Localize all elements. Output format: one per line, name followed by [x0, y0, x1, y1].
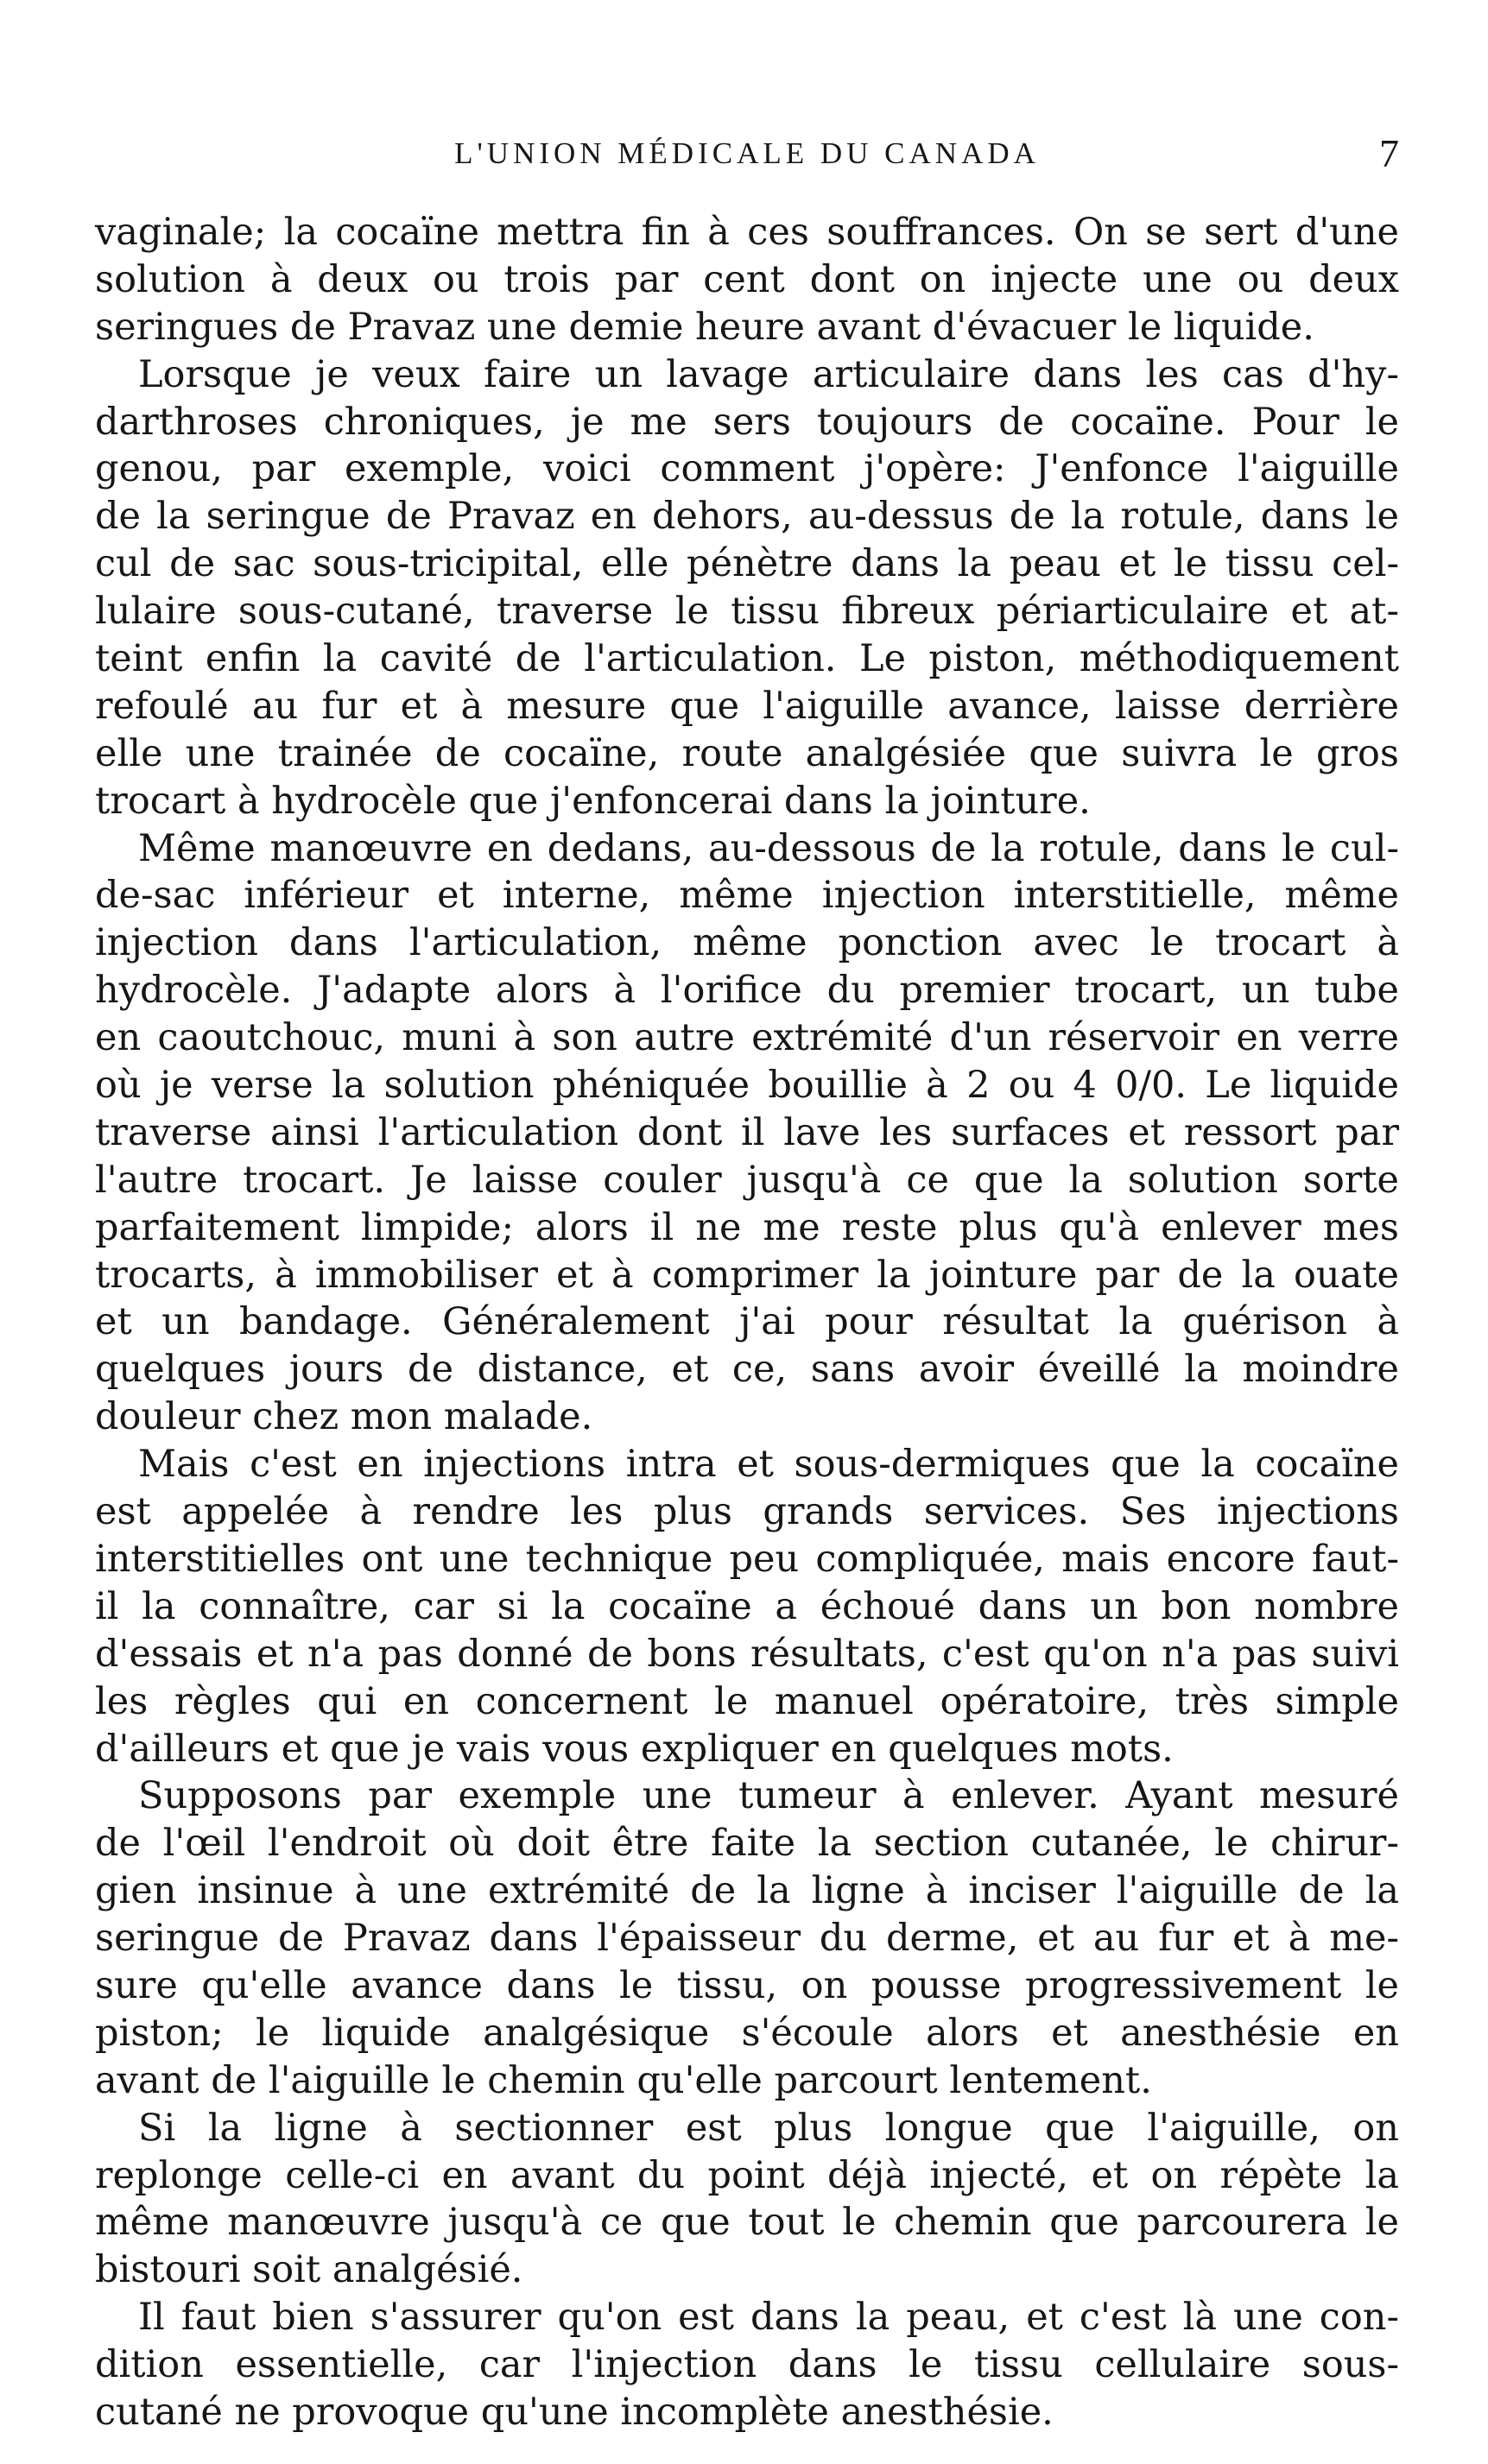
text-line: les règles qui en concernent le manuel opératoire, très simple — [95, 1679, 1399, 1723]
text-line: parfaitement limpide; alors il ne me reste plus qu'à enlever mes — [95, 1205, 1399, 1249]
text-line: et un bandage. Généralement j'ai pour résultat la guérison à — [95, 1300, 1399, 1344]
text-line: darthroses chroniques, je me sers toujours de cocaïne. Pour le — [95, 400, 1399, 444]
text-line: d'essais et n'a pas donné de bons résultats, c'est qu'on n'a pas suivi — [95, 1632, 1399, 1676]
text-line: il la connaître, car si la cocaïne a échoué dans un bon nombre — [95, 1584, 1399, 1628]
text-line: trocarts, à immobiliser et à comprimer la jointure par de la ouate — [95, 1253, 1399, 1297]
text-line: de l'œil l'endroit où doit être faite la section cutanée, le chirur- — [95, 1822, 1399, 1866]
text-line: seringues de Pravaz une demie heure avant d'évacuer le liquide. — [95, 305, 1314, 349]
text-line: hydrocèle. J'adapte alors à l'orifice du premier trocart, un tube — [95, 969, 1399, 1013]
text-line: interstitielles ont une technique peu compliquée, mais encore faut- — [95, 1537, 1399, 1581]
text-line: seringue de Pravaz dans l'épaisseur du derme, et au fur et à me- — [95, 1917, 1399, 1961]
text-line: de la seringue de Pravaz en dehors, au-dessus de la rotule, dans le — [95, 495, 1399, 539]
text-line: en caoutchouc, muni à son autre extrémité d'un réservoir en verre — [95, 1016, 1399, 1060]
text-line: Il faut bien s'assurer qu'on est dans la peau, et c'est là une con- — [138, 2296, 1399, 2340]
text-line: bistouri soit analgésié. — [95, 2248, 523, 2292]
text-line: douleur chez mon malade. — [95, 1395, 593, 1439]
text-line: Lorsque je veux faire un lavage articulaire dans les cas d'hy- — [138, 352, 1399, 396]
text-line: dition essentielle, car l'injection dans le tissu cellulaire sous- — [95, 2343, 1399, 2387]
text-line: d'ailleurs et que je vais vous expliquer en quelques mots. — [95, 1727, 1174, 1771]
text-line: injection dans l'articulation, même ponction avec le trocart à — [95, 921, 1399, 965]
text-line: où je verse la solution phéniquée bouillie à 2 ou 4 0/0. Le liquide — [95, 1064, 1399, 1108]
text-line: trocart à hydrocèle que j'enfoncerai dans la jointure. — [95, 779, 1091, 823]
text-line: cul de sac sous-tricipital, elle pénètre dans la peau et le tissu cel- — [95, 542, 1399, 586]
text-line: vaginale; la cocaïne mettra fin à ces souffrances. On se sert d'une — [95, 211, 1399, 254]
text-line: elle une trainée de cocaïne, route analgésiée que suivra le gros — [95, 731, 1399, 775]
text-line: piston; le liquide analgésique s'écoule alors et anesthésie en — [95, 2011, 1399, 2055]
text-line: de-sac inférieur et interne, même injection interstitielle, même — [95, 874, 1399, 918]
text-line: Même manœuvre en dedans, au-dessous de la rotule, dans le cul- — [138, 826, 1399, 870]
body-text — [95, 209, 1399, 2436]
page-number: 7 — [1379, 131, 1399, 175]
text-line: l'autre trocart. Je laisse couler jusqu'à ce que la solution sorte — [95, 1158, 1399, 1202]
text-line: gien insinue à une extrémité de la ligne à inciser l'aiguille de la — [95, 1869, 1399, 1913]
text-line: refoulé au fur et à mesure que l'aiguille avance, laisse derrière — [95, 684, 1399, 728]
text-line: est appelée à rendre les plus grands services. Ses injections — [95, 1490, 1399, 1534]
text-line: Supposons par exemple une tumeur à enlever. Ayant mesuré — [138, 1774, 1399, 1818]
text-line: solution à deux ou trois par cent dont on injecte une ou deux — [95, 257, 1399, 301]
running-head — [95, 128, 1399, 180]
text-line: cutané ne provoque qu'une incomplète anesthésie. — [95, 2390, 1054, 2434]
text-line: teint enfin la cavité de l'articulation. Le piston, méthodiquement — [95, 637, 1399, 681]
text-line: traverse ainsi l'articulation dont il lave les surfaces et ressort par — [95, 1110, 1399, 1154]
text-line: genou, par exemple, voici comment j'opère: J'enfonce l'aiguille — [95, 447, 1399, 491]
running-title: L'UNION MÉDICALE DU CANADA — [454, 136, 1040, 170]
text-line: avant de l'aiguille le chemin qu'elle parcourt lentement. — [95, 2058, 1152, 2102]
text-line: Mais c'est en injections intra et sous-dermiques que la cocaïne — [138, 1443, 1399, 1487]
text-line: sure qu'elle avance dans le tissu, on pousse progressivement le — [95, 1963, 1399, 2007]
text-line: même manœuvre jusqu'à ce que tout le chemin que parcourera le — [95, 2201, 1399, 2245]
text-line: lulaire sous-cutané, traverse le tissu fibreux périarticulaire et at- — [95, 590, 1399, 634]
text-line: Si la ligne à sectionner est plus longue que l'aiguille, on — [138, 2106, 1399, 2150]
text-line: quelques jours de distance, et ce, sans avoir éveillé la moindre — [95, 1348, 1399, 1392]
text-line: replonge celle-ci en avant du point déjà injecté, et on répète la — [95, 2153, 1399, 2197]
